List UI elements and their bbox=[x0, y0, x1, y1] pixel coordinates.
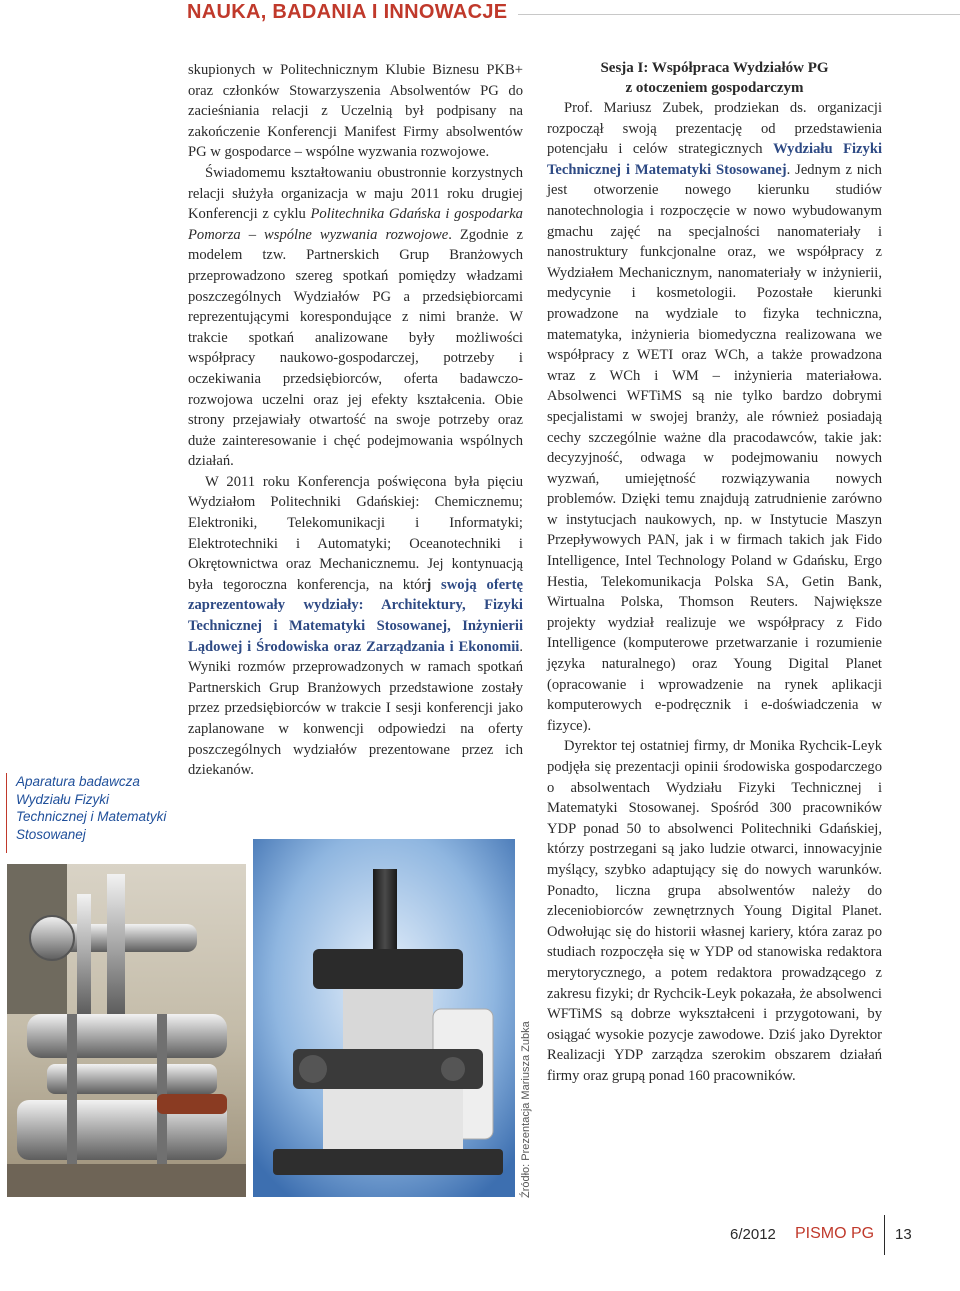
text-run: . Jednym z nich jest otworzenie nowego kierunku studiów nanotechnologia i rozpoczęcie w nowo wybudowanym gmachu zajęć na specjalności nanomateriały i nanostruktury funkcjonalne oraz, we współpracy z Wydziałem Mechanicznym, nanomateriały w inżynierii, medycynie i kosmetologii. Pozostałe kierunki prowadzone na wydziale to fizyka techniczna, matematyka, inżynieria biomedyczna realizowana we współpracy z WETI oraz WCh, a także prowadzona wraz z WCh i WM – inżynieria materiałowa. Absolwenci WFTiMS są nie tylko bardzo dobrymi specjalistami w swojej branży, ale również posiadają cechy szczególnie ważne dla pracodawców, takie jak: decyzyjność, odwaga w podejmowaniu nowych wyzwań, umiejętność rozwiązywania nowych problemów. Dzięki temu znajdują zatrudnienie zarówno w instytucjach naukowych, np. w Instytucie Maszyn Przepływowych PAN, jak i w firmach takich jak Fido Intelligence, Intel Technology Poland w Gdańsku, Ergo Hestia, Telekomunikacja Polska SA, Getin Bank, Wirtualna Polska, Thomson Reuters. Największe projekty wydział realizuje we współpracy z Fido Intelligence (komputerowe przetwarzanie i rozumienie języka naturalnego) oraz Young Digital Planet (opracowanie i wprowadzenie na rynek aplikacji komputerowych e-podręcznik i e-doświadczenia w fizyce). bbox=[547, 161, 882, 734]
session-heading-line: Sesja I: Współpraca Wydziałów PG bbox=[600, 60, 829, 76]
paragraph bbox=[547, 98, 882, 736]
text-run: . Wyniki rozmów przeprowadzonych w ramach spotkań Partnerskich Grup Branżowych przedstawione zostały przez przedsiębiorców w trakcie I sesji konferencji jako zaplanowane w konwencji odpowiedzi na oferty poszczególnych wydziałów prezentowane przez ich dziekanów. bbox=[188, 638, 523, 779]
article-column-right bbox=[547, 58, 882, 1087]
paragraph: Dyrektor tej ostatniej firmy, dr Monika Rychcik-Leyk podjęła się prezentacji opinii środowiska gospodarczego o absolwentach Wydziału Fizyki Technicznej i Matematyki Stosowanej. Spośród 300 pracowników YDP ponad 50 to absolwenci Politechniki Gdańskiej, którzy postrzegani są jako ludzie otwarci, innowacyjnie myślący, szybko adaptujący się do nowych warunków. Ponadto, liczna grupa absolwentów należy do zleceniobiorców zewnętrznych Young Digital Planet. Odwołując się do historii własnej kariery, która zaraz po studiach rozpoczęła się w YDP od stanowiska redaktora merytorycznego, a potem redaktora prowadzącego z zakresu fizyki; dr Rychcik-Leyk pokazała, że absolwenci WFTiMS są dobrze wykształceni i przygotowani, by osiągać wysokie pozycje zawodowe. Dziś jako Dyrektor Realizacji YDP zarządza szerokim obszarem działań firmy oraz grupą ponad 160 pracowników. bbox=[547, 738, 882, 1084]
highlighted-faculty: Wydziału Fizyki Technicznej i Matematyki Stosowanej bbox=[547, 141, 883, 178]
highlighted-faculties: swoją ofertę zaprezentowały wydziały: Architektury, Fizyki Technicznej i Matematyki Stosowanej, Inżynierii Lądowej i Środowiska oraz Zarządzania i Ekonomii bbox=[188, 576, 523, 655]
microscope-photo bbox=[253, 839, 515, 1197]
page-number: 13 bbox=[895, 1226, 912, 1243]
magazine-name: PISMO PG bbox=[795, 1225, 875, 1242]
text-run: W 2011 roku Konferencja poświęcona była pięciu Wydziałom Politechniki Gdańskiej: Chemicznemu; Elektroniki, Telekomunikacji i Informatyki; Elektrotechniki i Automatyki; Oceanotechniki i Okrętownictwa oraz Mechanicznemu. Jej kontynuacją była tegoroczna konferencja, na któr bbox=[188, 473, 523, 593]
italic-text: Politechnika Gdańska i gospodarka Pomorza – wspólne wyzwania rozwojowe bbox=[188, 206, 523, 243]
header-rule bbox=[518, 14, 960, 15]
text-run: Świadomemu kształtowaniu obustronnie korzystnych relacji służyła organizacja w maju 2011 roku drugiej Konferencji z cyklu bbox=[188, 164, 523, 223]
paragraph: skupionych w Politechnicznym Klubie Biznesu PKB+ oraz członków Stowarzyszenia Absolwentów PG do zacieśniania relacji z Uczelnią był podpisany na zakończenie Konferencji Manifest Firmy absolwentów PG w gospodarce – wspólne wyzwania rozwojowe. bbox=[188, 62, 523, 161]
text-run: . Zgodnie z modelem tzw. Partnerskich Grup Branżowych przeprowadzono szereg spotkań pomiędzy władzami poszczególnych Wydziałów PG a przedsiębiorcami reprezentującymi korespondujące z nimi branże. W trakcie spotkań analizowane były możliwości współpracy naukowo-gospodarczej, potrzeby i oczekiwania przedsiębiorców, oferta badawczo-rozwojowa uczelni oraz jej efekty kształcenia. Obie strony przejawiały otwartość na swoje potrzeby oraz duże zainteresowanie i chęć podejmowania wspólnych działań. bbox=[188, 226, 523, 470]
paragraph bbox=[188, 163, 523, 472]
paragraph bbox=[188, 472, 523, 781]
session-heading-line: z otoczeniem gospodarczym bbox=[625, 80, 804, 96]
text-run: Prof. Mariusz Zubek, prodziekan ds. organizacji rozpoczął swoją prezentację od przedstawienia potencjału i celów strategicznych bbox=[547, 100, 882, 158]
session-heading bbox=[547, 58, 882, 98]
section-header-title: NAUKA, BADANIA I INNOWACJE bbox=[187, 1, 508, 23]
footer-divider bbox=[884, 1215, 885, 1255]
photo-source-credit: Źródło: Prezentacja Mariusza Zubka bbox=[520, 1021, 532, 1198]
caption-rule bbox=[6, 773, 7, 853]
article-column-left bbox=[188, 60, 523, 781]
photo-caption: Aparatura badawcza Wydziału Fizyki Technicznej i Matematyki Stosowanej bbox=[16, 774, 167, 842]
bold-text: j bbox=[426, 576, 432, 593]
vacuum-apparatus-photo bbox=[7, 864, 246, 1197]
issue-number: 6/2012 bbox=[730, 1226, 776, 1243]
